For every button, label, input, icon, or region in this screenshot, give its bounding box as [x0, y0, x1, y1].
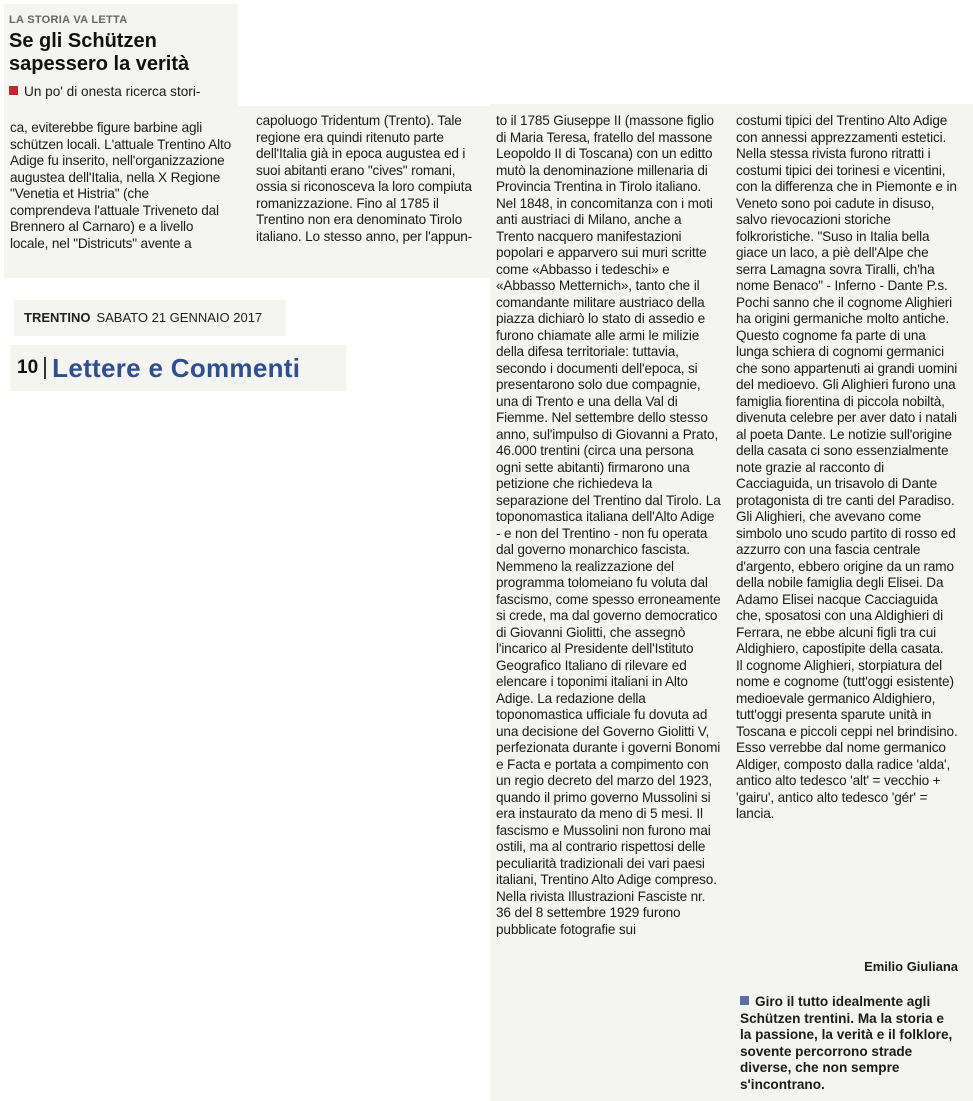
article-column-1: ca, eviterebbe figure barbine agli schützen locali. L'attuale Trentino Alto Adige fu inserito, nell'organizzazione augustea dell'Italia, nella X Regione "Venetia et Histria" (che comprendeva l'attuale Triveneto dal Brennero al Carnaro) e a livello locale, nel "Districuts" avente a [10, 120, 232, 251]
article-title: Se gli Schützen sapessero la verità [9, 30, 190, 75]
article-column-2: capoluogo Tridentum (Trento). Tale regione era quindi ritenuto parte dell'Italia già in epoca augustea ed i suoi abitanti erano "cives" romani, ossia si riconosceva la loro compiuta romanizzazione. Fino al 1785 il Trentino non era denominato Tirolo italiano. Lo stesso anno, per l'appun- [256, 113, 473, 244]
author-signature: Emilio Giuliana [864, 959, 958, 974]
column-4-part-2: Il cognome Alighieri, storpiatura del nome e cognome (tutt'oggi esistente) medioevale germanico Aldighiero, tutt'oggi presenta sparute unità in Toscana e piccoli ceppi nel brindisino. Esso verrebbe dal nome germanico Aldiger, composto dalla radice 'alda', antico alto tedesco 'alt' = vecchio + 'gairu', antico alto tedesco 'gér' = lancia. [736, 657, 958, 821]
issue-date: SABATO 21 GENNAIO 2017 [96, 310, 263, 325]
section-name: Lettere e Commenti [52, 352, 301, 383]
page-number: 10 [17, 357, 46, 379]
article-column-3: to il 1785 Giuseppe II (massone figlio di Maria Teresa, fratello del massone Leopoldo II di Toscana) con un editto mutò la denominazione millenaria di Provincia Trentina in Tirolo italiano. Nel 1848, in concomitanza con i moti anti austriaci di Milano, anche a Trento nacquero manifestazioni popolari e apparvero sui muri scritte come «Abbasso i tedeschi» e «Abbasso Metternich», tanto che il comandante militare austriaco della piazza dichiarò lo stato di assedio e furono chiamate alle armi le milizie della difesa territoriale: tuttavia, secondo i documenti dell'epoca, si presentarono solo due compagnie, una di Trento e una della Val di Fiemme. Nel settembre dello stesso anno, sul'impulso di Giovanni a Prato, 46.000 trentini (circa una persona ogni sette abitanti) firmarono una petizione che richiedeva la separazione del Trentino dal Tirolo. La toponomastica italiana dell'Alto Adige - e non del Trentino - non fu operata dal governo monarchico fascista. Nemmeno la realizzazione del programma tolomeiano fu voluta dal fascismo, come spesso erroneamente si crede, ma dal governo democratico di Giovanni Giolitti, che assegnò l'incarico al Presidente dell'Istituto Geografico Italiano di rilevare ed elencare i toponimi italiani in Alto Adige. La redazione della toponomastica ufficiale fu dovuta ad una decisione del Governo Giolitti V, perfezionata durante i governi Bonomi e Facta e portata a compimento con un regio decreto del marzo del 1923, quando il primo governo Mussolini si era instaurato da meno di 5 mesi. Il fascismo e Mussolini non furono mai ostili, ma al contrario rispettosi delle peculiarità tradizionali dei vari paesi italiani, Trentino Alto Adige compreso. Nella rivista Illustrazioni Fasciste nr. 36 del 8 settembre 1929 furono pubblicate fotografie sui [496, 113, 721, 937]
article-kicker: LA STORIA VA LETTA [9, 14, 128, 26]
column-4-part-1: costumi tipici del Trentino Alto Adige con annessi apprezzamenti estetici. Nella stessa rivista furono ritratti i costumi tipici dei torinesi e vicentini, con la differenza che in Piemonte e in Veneto sono poi cadute in disuso, salvo rievocazioni storiche folkroristiche. "Suso in Italia bella giace un laco, a piè dell'Alpe che serra Lamagna sovra Tiralli, ch'ha nome Benaco" - Inferno - Dante P.s. Pochi sanno che il cognome Alighieri ha origini germaniche molto antiche. Questo cognome fa parte di una lunga schiera di cognomi germanici che sono appartenuti ai grandi uomini del medioevo. Gli Alighieri furono una famiglia fiorentina di piccola nobiltà, divenuta celebre per aver dato i natali al poeta Dante. Le notizie sull'origine della casata ci sono essenzialmente note grazie al racconto di Cacciaguida, un trisavolo di Dante protagonista di tre canti del Paradiso. Gli Alighieri, che avevano come simbolo uno scudo partito di rosso ed azzurro con una fascia centrale d'argento, ebbero origine da un ramo della nobile famiglia degli Elisei. Da Adamo Elisei nacque Cacciaguida che, sposatosi con una Aldighieri di Ferrara, ne ebbe alcuni figli tra cui Aldighiero, capostipite della casata. [736, 113, 958, 656]
article-column-4 [736, 113, 960, 823]
paper-name: TRENTINO [24, 310, 91, 325]
blue-square-icon [740, 996, 749, 1005]
dateline [24, 310, 262, 325]
section-header [17, 351, 300, 385]
editor-reply-text: Giro il tutto idealmente agli Schützen trentini. Ma la storia e la passione, la verità e il folklore, sovente percorrono strade diverse, che non sempre s'incontrano. [740, 994, 953, 1092]
editor-reply [740, 994, 958, 1093]
subhead-text: Un po' di onesta ricerca stori- [24, 84, 201, 99]
red-square-icon [9, 86, 18, 95]
article-subhead [9, 84, 234, 101]
